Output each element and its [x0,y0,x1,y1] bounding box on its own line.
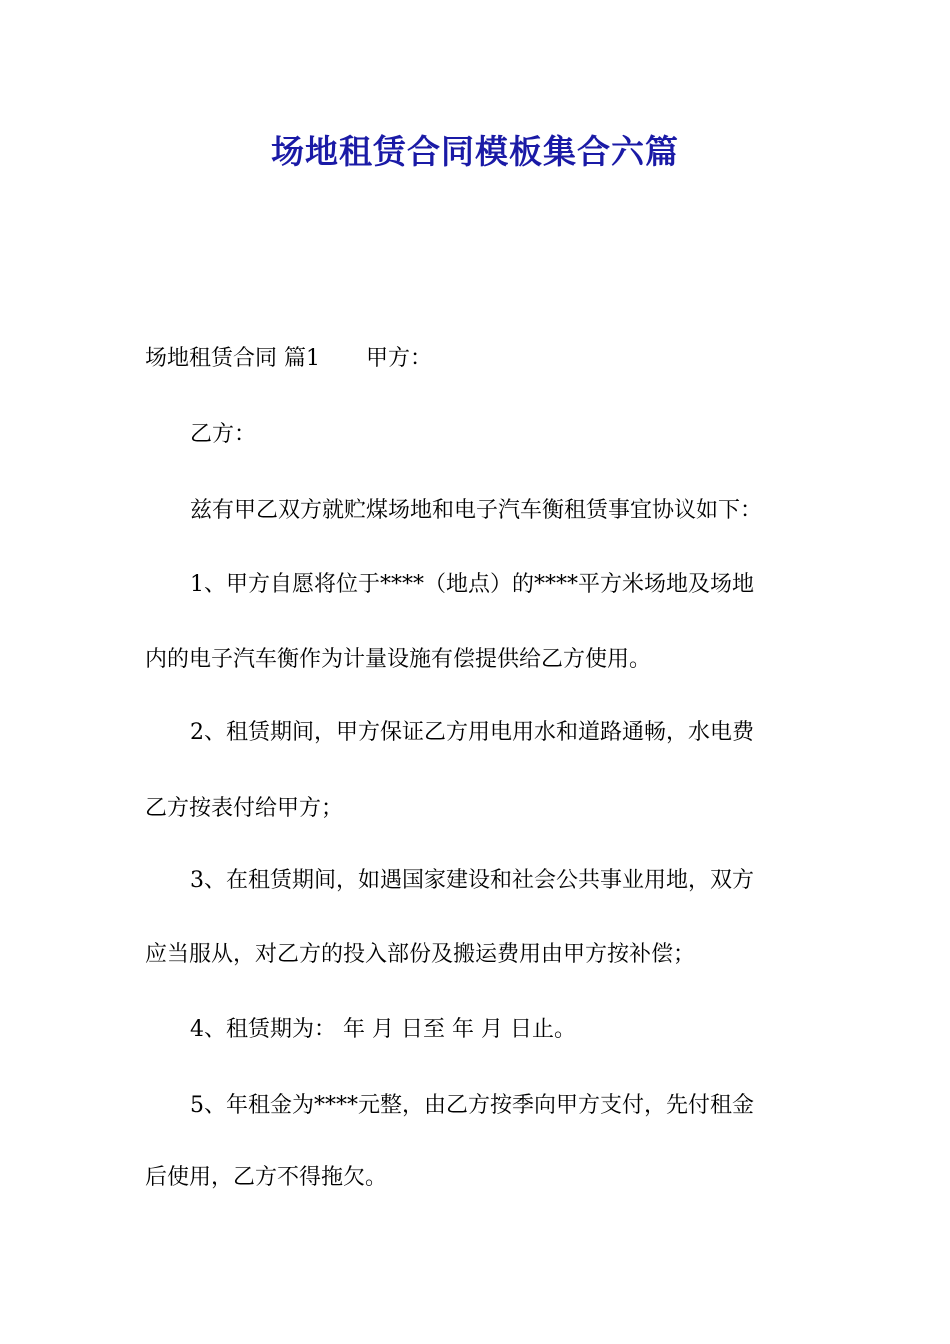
clause-1-line-1: 1、甲方自愿将位于****（地点）的****平方米场地及场地 [190,572,754,597]
clause-3-line-2: 应当服从，对乙方的投入部份及搬运费用由甲方按补偿； [145,942,696,967]
clause-5-line-1: 5、年租金为****元整，由乙方按季向甲方支付，先付租金 [190,1093,754,1118]
clause-3-line-1: 3、在租赁期间，如遇国家建设和社会公共事业用地，双方 [190,868,754,893]
clause-2-line-2: 乙方按表付给甲方； [145,796,344,821]
section-heading-line [145,344,825,374]
paragraph-intro: 兹有甲乙双方就贮煤场地和电子汽车衡租赁事宜协议如下： [190,498,763,523]
party-a-label: 甲方： [366,346,433,371]
party-b-label: 乙方： [190,422,257,447]
clause-4-line: 4、租赁期为： 年 月 日至 年 月 日止。 [190,1017,576,1042]
clause-5-line-2: 后使用，乙方不得拖欠。 [145,1165,388,1190]
clause-1-line-2: 内的电子汽车衡作为计量设施有偿提供给乙方使用。 [145,647,652,672]
section-heading: 场地租赁合同 篇1 [145,346,320,371]
document-title: 场地租赁合同模板集合六篇 [271,132,679,171]
clause-2-line-1: 2、租赁期间，甲方保证乙方用电用水和道路通畅，水电费 [190,720,754,745]
